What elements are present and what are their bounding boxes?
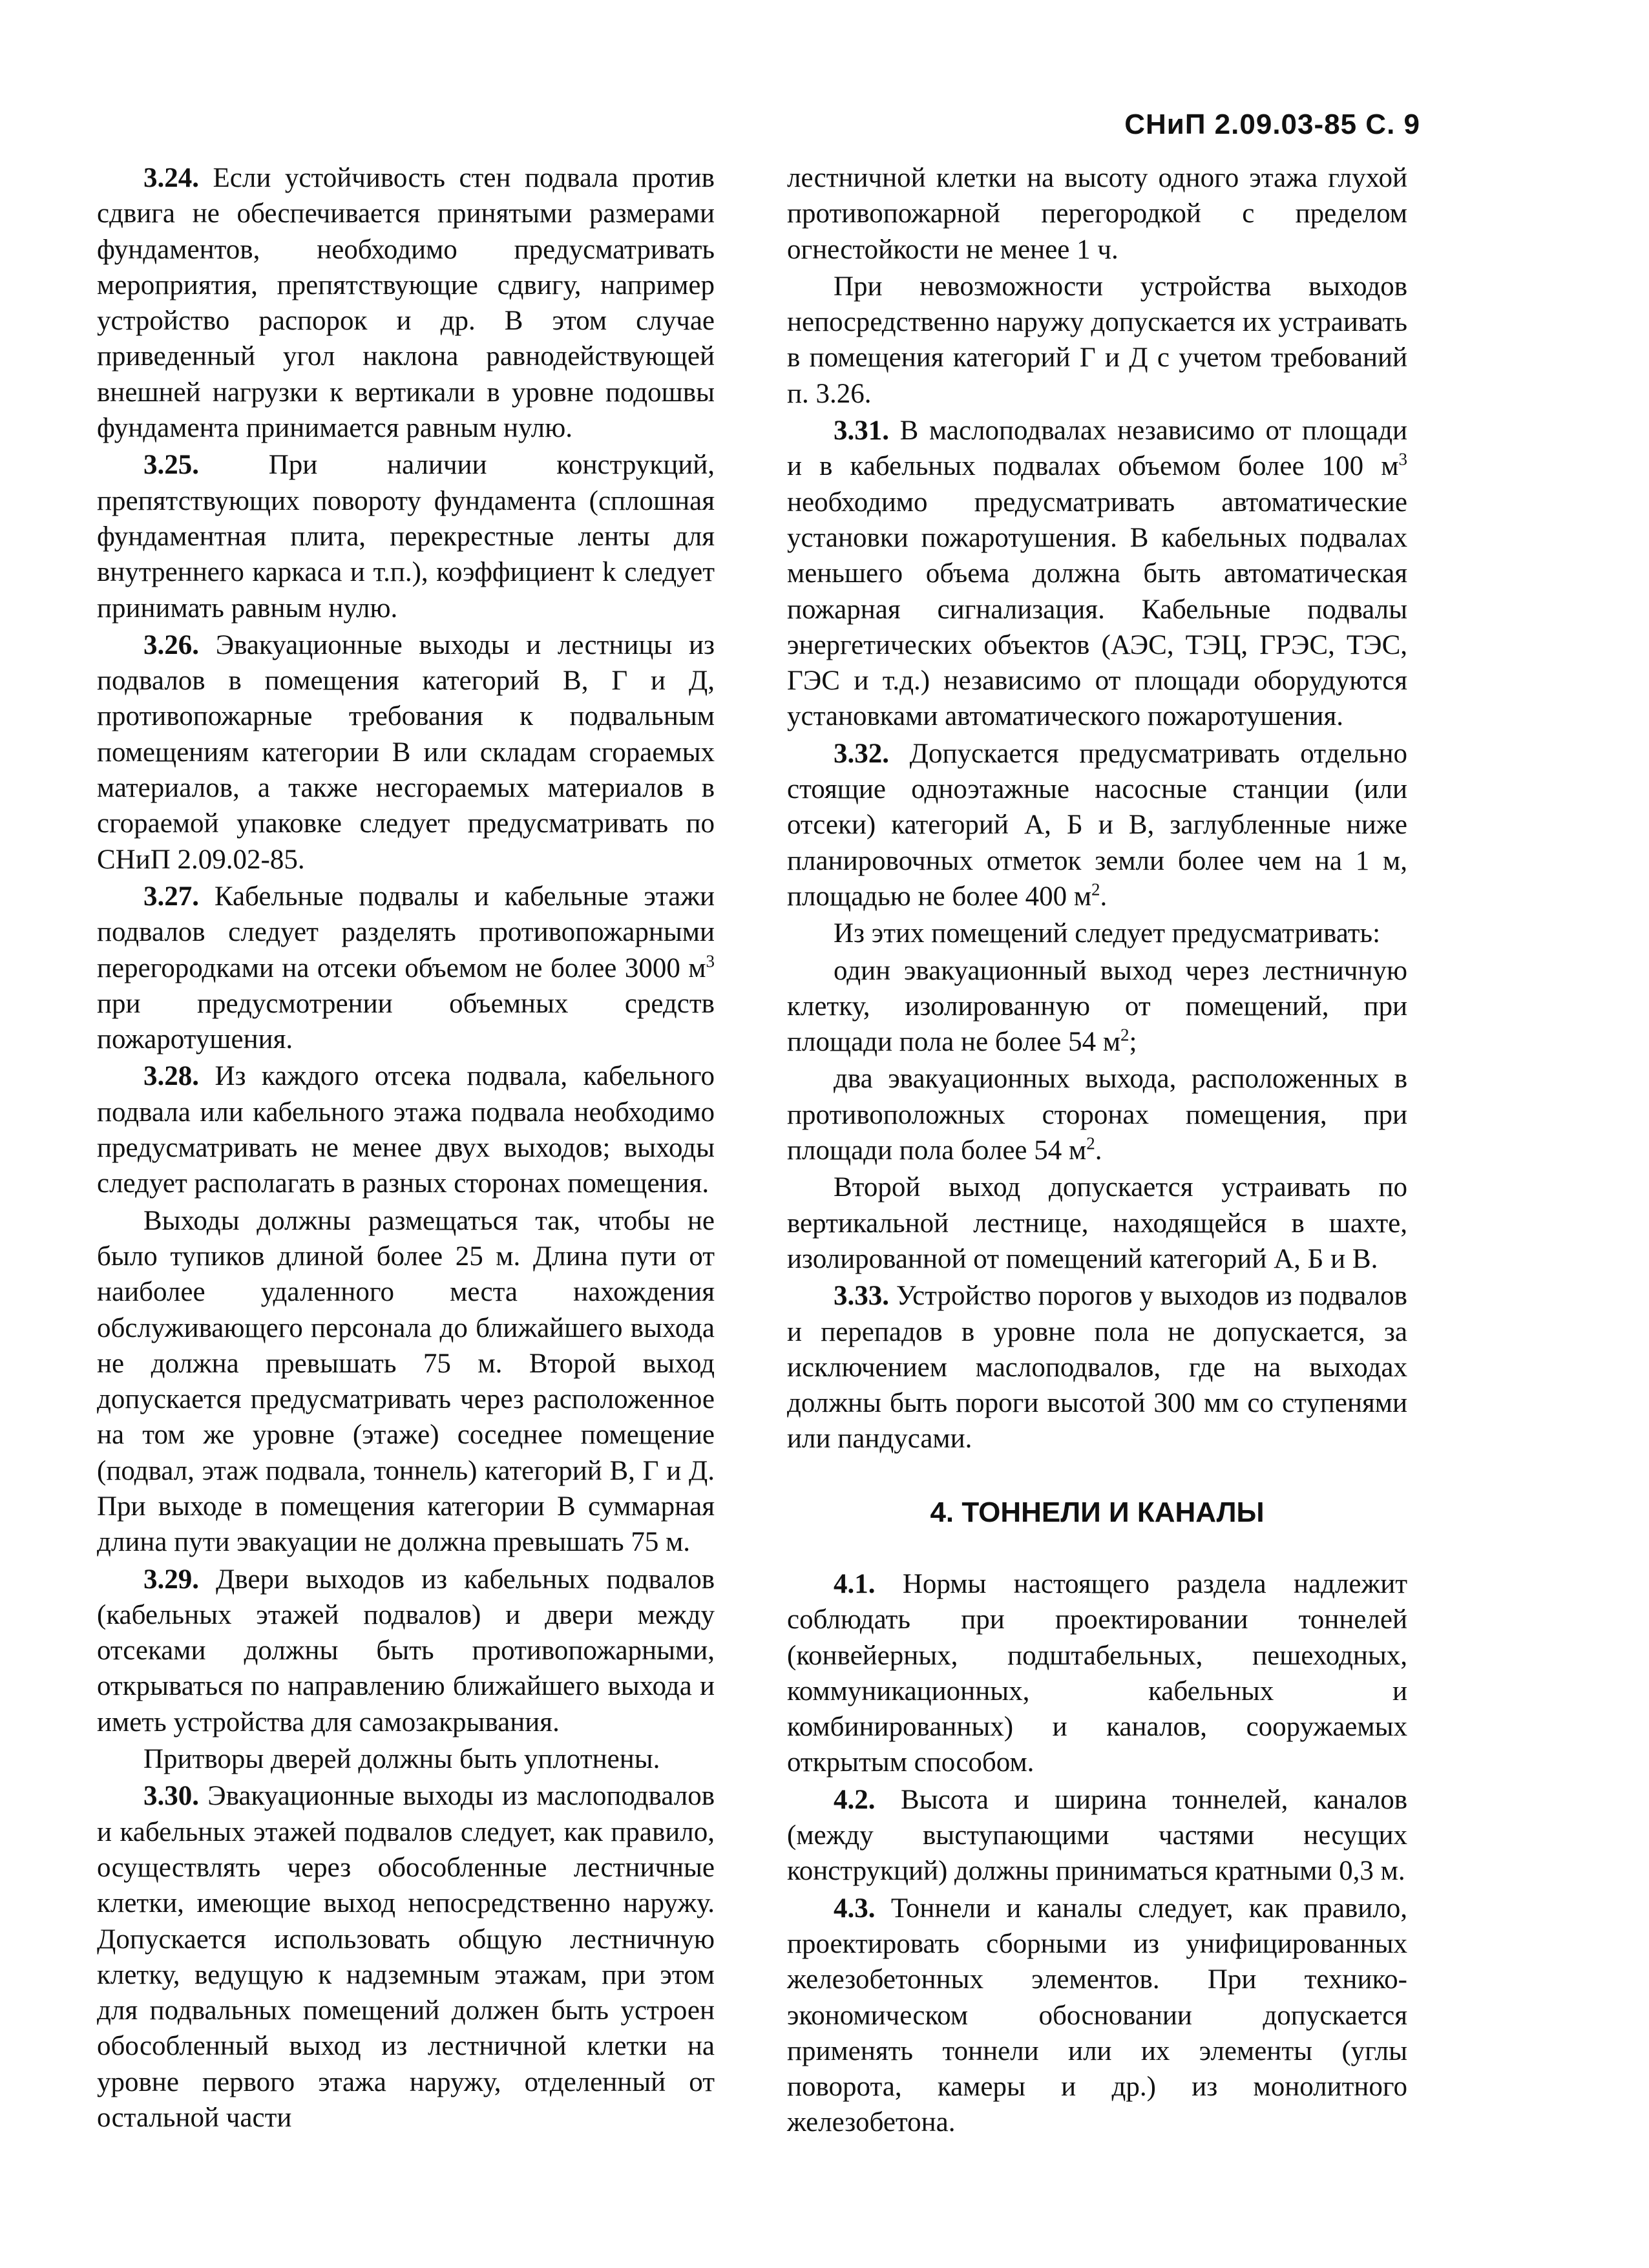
clause-text: Из каждого отсека подвала, кабельного подвала или кабельного этажа подвала необходимо предусматривать не менее двух выходов; выходы следует располагать в разных сторонах помещения. — [97, 1061, 715, 1199]
list-item-text: два эвакуационных выхода, расположенных в противоположных сторонах помещения, при площади пола более 54 м — [787, 1064, 1407, 1166]
clause-text: Устройство порогов у выходов из подвалов и перепадов в уровне пола не допускается, за исключением маслоподвалов, где на выходах должны быть пороги высотой 300 мм со ступенями или пандусами. — [787, 1281, 1407, 1454]
page-header: СНиП 2.09.03-85 С. 9 — [1124, 109, 1420, 140]
clause-3-29 — [97, 1562, 715, 1740]
clause-text: Двери выходов из кабельных подвалов (кабельных этажей подвалов) и двери между отсеками должны быть противопожарными, открываться по направлению ближайшего выхода и иметь устройства для самозакрывания. — [97, 1564, 715, 1738]
clause-number: 3.30. — [143, 1781, 199, 1812]
clause-text: Эвакуационные выходы и лестницы из подвалов в помещения категорий В, Г и Д, противопожарные требования к подвальным помещениям категории В или складам сгораемых материалов, а также несгораемых материалов в сгораемой упаковке следует предусматривать по СНиП 2.09.02-85. — [97, 629, 715, 875]
clause-4-2 — [787, 1782, 1407, 1889]
clause-3-31 — [787, 413, 1407, 735]
clause-text: Если устойчивость стен подвала против сдвига не обеспечивается принятыми размерами фундаментов, необходимо предусматривать мероприятия, препятствующие сдвигу, например устройство распорок и др. В этом случае приведенный угол наклона равнодействующей внешней нагрузки к вертикали в уровне подошвы фундамента принимается равным нулю. — [97, 163, 715, 444]
clause-number: 3.32. — [834, 738, 889, 769]
clause-number: 4.2. — [834, 1784, 876, 1815]
clause-3-30-continued: лестничной клетки на высоту одного этажа глухой противопожарной перегородкой с пределом огнестойкости не менее 1 ч. — [787, 163, 1407, 265]
list-item-text: один эвакуационный выход через лестничную клетку, изолированную от помещений, при площади пола не более 54 м — [787, 955, 1407, 1058]
list-item-text: ; — [1129, 1027, 1137, 1058]
clause-3-30 — [97, 1778, 715, 2136]
superscript: 2 — [1086, 1133, 1095, 1153]
left-column — [97, 160, 715, 2137]
list-item-one-exit — [787, 953, 1407, 1060]
clause-3-33 — [787, 1278, 1407, 1456]
paragraph-exit-alternatives: При невозможности устройства выходов непосредственно наружу допускается их устраивать в помещения категорий Г и Д с учетом требований п. 3.26. — [787, 271, 1407, 409]
clause-4-3 — [787, 1891, 1407, 2141]
clause-3-27 — [97, 879, 715, 1057]
right-column — [787, 160, 1407, 2142]
clause-text: Допускается предусматривать отдельно стоящие одноэтажные насосные станции (или отсеки) категорий А, Б и В, заглубленные ниже планировочных отметок земли более чем на 1 м, площадью не более 400 м — [787, 738, 1407, 912]
clause-text: При наличии конструкций, препятствующих повороту фундамента (сплошная фундаментная плита, перекрестные ленты для внутреннего каркаса и т.п.), коэффициент k следует принимать равным нулю. — [97, 450, 715, 624]
clause-number: 3.28. — [143, 1061, 199, 1092]
list-item-two-exits — [787, 1061, 1407, 1168]
clause-number: 3.24. — [143, 163, 199, 193]
clause-number: 3.29. — [143, 1564, 199, 1595]
clause-3-28 — [97, 1058, 715, 1201]
clause-3-24 — [97, 160, 715, 446]
paragraph-door-seals: Притворы дверей должны быть уплотнены. — [143, 1744, 660, 1775]
list-item-text: . — [1095, 1135, 1102, 1166]
clause-text: необходимо предусматривать автоматические установки пожаротушения. В кабельных подвалах меньшего объема должна быть автоматическая пожарная сигнализация. Кабельные подвалы энергетических объектов (АЭС, ТЭЦ, ГРЭС, ТЭС, ГЭС и т.д.) независимо от площади оборудуются установками автоматического пожаротушения. — [787, 487, 1407, 732]
clause-text: Нормы настоящего раздела надлежит соблюдать при проектировании тоннелей (конвейерных, подштабельных, пешеходных, коммуникационных, кабельных и комбинированных) и каналов, сооружаемых открытым способом. — [787, 1568, 1407, 1778]
clause-number: 4.1. — [834, 1568, 876, 1599]
clause-text: . — [1100, 881, 1108, 912]
clause-text: Эвакуационные выходы из маслоподвалов и кабельных этажей подвалов следует, как правило, осуществлять через обособленные лестничные клетки, имеющие выход непосредственно наружу. Допускается использовать общую лестничную клетку, ведущую к надземным этажам, при этом для подвальных помещений должен быть устроен обособленный выход из лестничной клетки на уровне первого этажа наружу, отделенный от остальной части — [97, 1781, 715, 2134]
clause-number: 3.31. — [834, 415, 889, 446]
section-title: 4. ТОННЕЛИ И КАНАЛЫ — [930, 1496, 1265, 1528]
clause-text: Кабельные подвалы и кабельные этажи подвалов следует разделять противопожарными перегородками на отсеки объемом не более 3000 м — [97, 881, 715, 983]
clause-number: 3.27. — [143, 881, 199, 912]
clause-text: Высота и ширина тоннелей, каналов (между выступающими частями несущих конструкций) должны приниматься кратными 0,3 м. — [787, 1784, 1407, 1887]
clause-number: 4.3. — [834, 1893, 876, 1924]
paragraph-exits: Выходы должны размещаться так, чтобы не было тупиков длиной более 25 м. Длина пути от наиболее удаленного места нахождения обслуживающего персонала до ближайшего выхода не должна превышать 75 м. Второй выход допускается предусматривать через расположенное на том же уровне (этаже) соседнее помещение (подвал, этаж подвала, тоннель) категорий В, Г и Д. При выходе в помещения категории В суммарная длина пути эвакуации не должна превышать 75 м. — [97, 1205, 715, 1558]
superscript: 2 — [1091, 879, 1100, 899]
clause-3-32 — [787, 736, 1407, 914]
clause-text: при предусмотрении объемных средств пожаротушения. — [97, 988, 715, 1055]
clause-text: Тоннели и каналы следует, как правило, проектировать сборными из унифицированных железобетонных элементов. При технико-экономическом обосновании допускается применять тоннели или их элементы (углы поворота, камеры и др.) из монолитного железобетона. — [787, 1893, 1407, 2138]
clause-3-25 — [97, 447, 715, 625]
superscript: 2 — [1120, 1025, 1129, 1045]
clause-number: 3.25. — [143, 450, 199, 481]
superscript: 3 — [706, 951, 715, 971]
paragraph-second-exit: Второй выход допускается устраивать по вертикальной лестнице, находящейся в шахте, изолированной от помещений категорий А, Б и В. — [787, 1172, 1407, 1274]
paragraph-provide: Из этих помещений следует предусматривать: — [834, 918, 1381, 949]
clause-number: 3.26. — [143, 629, 199, 660]
clause-3-26 — [97, 627, 715, 877]
clause-4-1 — [787, 1566, 1407, 1781]
clause-number: 3.33. — [834, 1281, 889, 1312]
clause-text: В маслоподвалах независимо от площади и в кабельных подвалах объемом более 100 м — [787, 415, 1407, 482]
superscript: 3 — [1398, 450, 1407, 470]
